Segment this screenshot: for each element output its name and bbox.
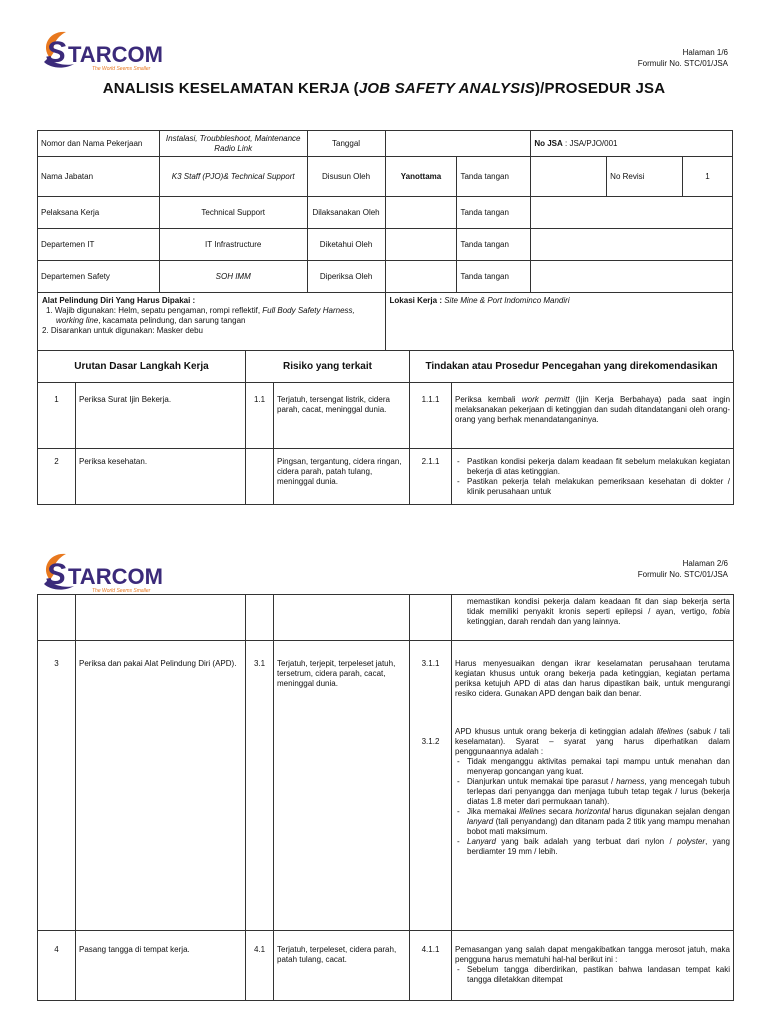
page-number: Halaman 2/6 [682, 559, 728, 568]
signature-cell [531, 157, 607, 197]
form-number: Formulir No. STC/01/JSA [637, 59, 728, 68]
label-prepared-by: Disusun Oleh [307, 157, 385, 197]
svg-text:The World Seems Smaller: The World Seems Smaller [92, 66, 151, 72]
steps-table-page-2 [37, 594, 734, 1001]
signature-cell [531, 197, 733, 229]
starcom-logo [40, 550, 175, 598]
column-header-risks: Risiko yang terkait [246, 351, 410, 383]
svg-text:TARCOM: TARCOM [68, 42, 163, 67]
label-it-dept: Departemen IT [38, 229, 160, 261]
table-row: 2 Periksa kesehatan. Pingsan, tergantung, cidera ringan, cidera parah, patah tulang, meninggal dunia. 2.1.1 - Pastikan kondisi pekerja dalam keadaan fit sebelum melakukan kegiatan bekerja di atas ketinggian. - Pastikan pekerja telah melakukan pemeriksaan kesehatan di dokter / klinik perusahaan untuk [38, 449, 734, 505]
value-safety-dept: SOH IMM [159, 261, 307, 293]
svg-text:S: S [46, 558, 67, 591]
steps-table-page-1 [37, 350, 734, 505]
column-header-actions: Tindakan atau Prosedur Pencegahan yang direkomendasikan [410, 351, 734, 383]
work-location: Lokasi Kerja : Site Mine & Port Indominco Mandiri [385, 293, 732, 351]
label-date: Tanggal [307, 131, 385, 157]
table-row: 1 Periksa Surat Ijin Bekerja. 1.1 Terjatuh, tersengat listrik, cidera parah, cacat, meninggal dunia. 1.1.1 Periksa kembali work permitt (Ijin Kerja Berbahaya) pada saat ingin melaksanakan pekerjaan di ketinggian dan sudah ditandatangani oleh orang-orang yang berhak menandatanganinya. [38, 383, 734, 449]
value-position: K3 Staff (PJO)& Technical Support [159, 157, 307, 197]
table-row: memastikan kondisi pekerja dalam keadaan fit dan siap bekerja serta tidak memiliki penyakit kronis seperti epilepsi / ayan, vertigo, fobia ketinggian, darah rendah dan yang lainnya. [38, 595, 734, 641]
label-safety-dept: Departemen Safety [38, 261, 160, 293]
value-it-dept: IT Infrastructure [159, 229, 307, 261]
label-executed-by: Dilaksanakan Oleh [307, 197, 385, 229]
jsa-number: No JSA : JSA/PJO/001 [531, 131, 733, 157]
label-known-by: Diketahui Oleh [307, 229, 385, 261]
svg-text:S: S [46, 36, 67, 69]
job-info-table [37, 130, 733, 351]
label-executor: Pelaksana Kerja [38, 197, 160, 229]
signature-label: Tanda tangan [457, 157, 531, 197]
page-2 [0, 532, 768, 994]
value-executor: Technical Support [159, 197, 307, 229]
table-row: 3 Periksa dan pakai Alat Pelindung Diri (APD). 3.1 Terjatuh, terjepit, terpeleset jatuh, tersetrum, cidera parah, cacat, meninggal dunia. 3.1.1 3.1.2 Harus menyesuaikan dengan ikrar keselamatan perusahaan terutama kegiatan khusus untuk orang bekerja pada ketinggian, kegiatan pertama periksa ketujuh APD di atas dan harus dipastikan baik, untuk mengurangi resiko cidera. Gunakan APD dengan baik dan benar. APD khusus untuk orang bekerja di ketinggian adalah lifelines (sabuk / tali keselamatan). Syarat – syarat yang harus diperhatikan dalam penggunaannya adalah : - Tidak menganggu aktivitas pemakai tapi mampu untuk menahan dan menyerap goncangan yang kuat. - Dianjurkan untuk memakai tipe parasut / harness, yang mencegah tubuh terlepas dari penyangga dan menjaga tubuh tetap tegak / lurus (bekerja diatas 1.8 meter dari permukaan tanah). - Jika memakai lifelines secara horizontal harus digunakan sejalan dengan lanyard (tali penyandang) dan ditanam pada 2 titik yang mampu menahan bobot mati maksimum. - Lanyard yang baik adalah yang terbuat dari nylon / polyster, yang berdiamter 19 mm / lebih. [38, 641, 734, 931]
apd-section: Alat Pelindung Diri Yang Harus Dipakai : 1. Wajib digunakan: Helm, sepatu pengaman, rompi reflektif, Full Body Safety Harness, working line, kacamata pelindung, dan sarung tangan 2. Disarankan untuk digunakan: Masker debu [38, 293, 386, 351]
label-position: Nama Jabatan [38, 157, 160, 197]
value-revision: 1 [683, 157, 733, 197]
label-checked-by: Diperiksa Oleh [307, 261, 385, 293]
document-title: ANALISIS KESELAMATAN KERJA (JOB SAFETY ANALYSIS)/PROSEDUR JSA [102, 80, 666, 97]
page-number: Halaman 1/6 [682, 48, 728, 57]
signature-cell [531, 261, 733, 293]
value-date [385, 131, 531, 157]
page-header-meta [638, 47, 728, 69]
signature-label: Tanda tangan [457, 197, 531, 229]
signature-label: Tanda tangan [457, 261, 531, 293]
table-row: 4 Pasang tangga di tempat kerja. 4.1 Terjatuh, terpeleset, cidera parah, patah tulang, cacat. 4.1.1 Pemasangan yang salah dapat mengakibatkan tangga merosot jatuh, maka pengguna harus mematuhi hal-hal berikut ini : - Sebelum tangga diberdirikan, pastikan bahwa landasan tempat kaki tangga diletakkan ditempat [38, 931, 734, 1001]
signature-label: Tanda tangan [457, 229, 531, 261]
label-revision: No Revisi [607, 157, 683, 197]
starcom-logo [40, 28, 175, 76]
svg-text:TARCOM: TARCOM [68, 564, 163, 589]
value-prepared-by: Yanottama [385, 157, 457, 197]
page-header-meta [638, 558, 728, 580]
column-header-steps: Urutan Dasar Langkah Kerja [38, 351, 246, 383]
form-number: Formulir No. STC/01/JSA [637, 570, 728, 579]
label-job: Nomor dan Nama Pekerjaan [38, 131, 160, 157]
value-job: Instalasi, Troubbleshoot, Maintenance Radio Link [159, 131, 307, 157]
svg-text:The World Seems Smaller: The World Seems Smaller [92, 588, 151, 594]
signature-cell [531, 229, 733, 261]
